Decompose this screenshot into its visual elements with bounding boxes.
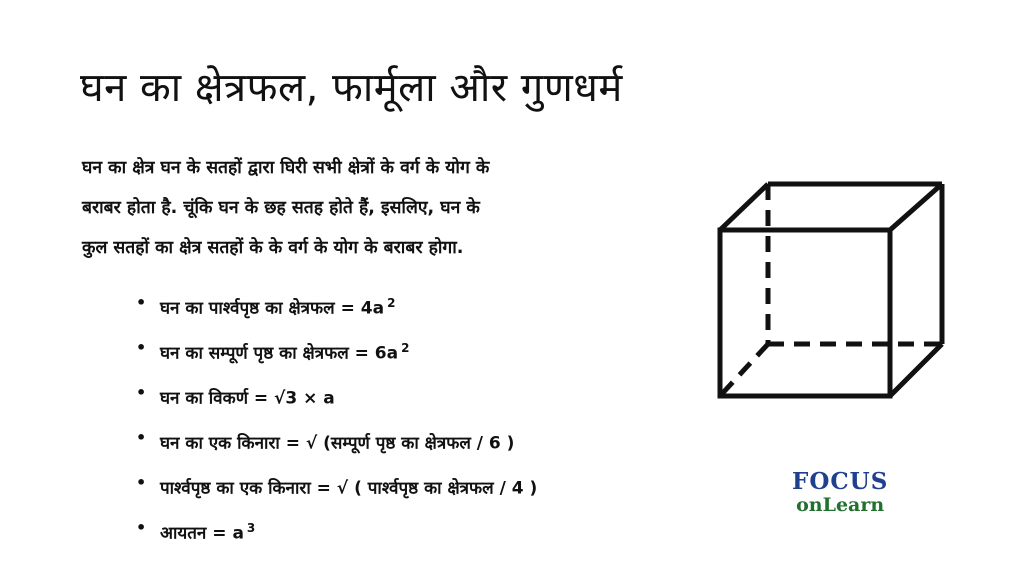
formula-superscript: 2 (387, 296, 396, 310)
cube-diagram (700, 160, 960, 410)
formula-item (130, 329, 540, 374)
formula-list (130, 284, 540, 554)
formula-text: आयतन = a (160, 523, 244, 544)
formula-item (130, 464, 540, 509)
intro-line: घन का क्षेत्र घन के सतहों द्वारा घिरी सभी क्षेत्रों के वर्ग के योग के (82, 158, 490, 178)
formula-text: घन का विकर्ण = √3 × a (160, 388, 335, 409)
formula-text: घन का एक किनारा = √ (सम्पूर्ण पृष्ठ का क्षेत्रफल / 6 ) (160, 433, 515, 454)
formula-text: पार्श्वपृष्ठ का एक किनारा = √ ( पार्श्वपृष्ठ का क्षेत्रफल / 4 ) (160, 478, 538, 499)
intro-line: कुल सतहों का क्षेत्र सतहों के के वर्ग के योग के बराबर होगा. (82, 238, 464, 258)
bullet-icon: • (136, 338, 147, 357)
cube-bottom-right-edge (890, 344, 942, 396)
intro-line: बराबर होता है. चूंकि घन के छह सतह होते हैं, इसलिए, घन के (82, 198, 480, 218)
formula-text: घन का पार्श्वपृष्ठ का क्षेत्रफल = 4a (160, 298, 385, 319)
formula-superscript: 3 (246, 521, 256, 535)
intro-paragraph (82, 148, 682, 268)
bullet-icon: • (136, 428, 147, 447)
formula-item (130, 509, 540, 554)
page-title: घन का क्षेत्रफल, फार्मूला और गुणधर्म (80, 65, 623, 111)
bullet-icon: • (136, 518, 147, 537)
bullet-icon: • (136, 383, 147, 402)
cube-edges (720, 184, 942, 396)
formula-item (130, 374, 540, 419)
formula-item (130, 284, 540, 329)
cube-top-left-edge (720, 184, 768, 230)
formula-item (130, 419, 540, 464)
brand-logo (792, 470, 888, 516)
bullet-icon: • (136, 293, 147, 312)
bullet-icon: • (136, 473, 147, 492)
logo-focus-text: FOCUS (792, 468, 889, 495)
formula-text: घन का सम्पूर्ण पृष्ठ का क्षेत्रफल = 6a (160, 343, 399, 364)
logo-onlearn-text: onLearn (796, 494, 885, 516)
cube-top-right-edge (890, 184, 942, 230)
formula-superscript: 2 (401, 341, 410, 355)
cube-hidden-diagonal-edge (720, 344, 768, 396)
